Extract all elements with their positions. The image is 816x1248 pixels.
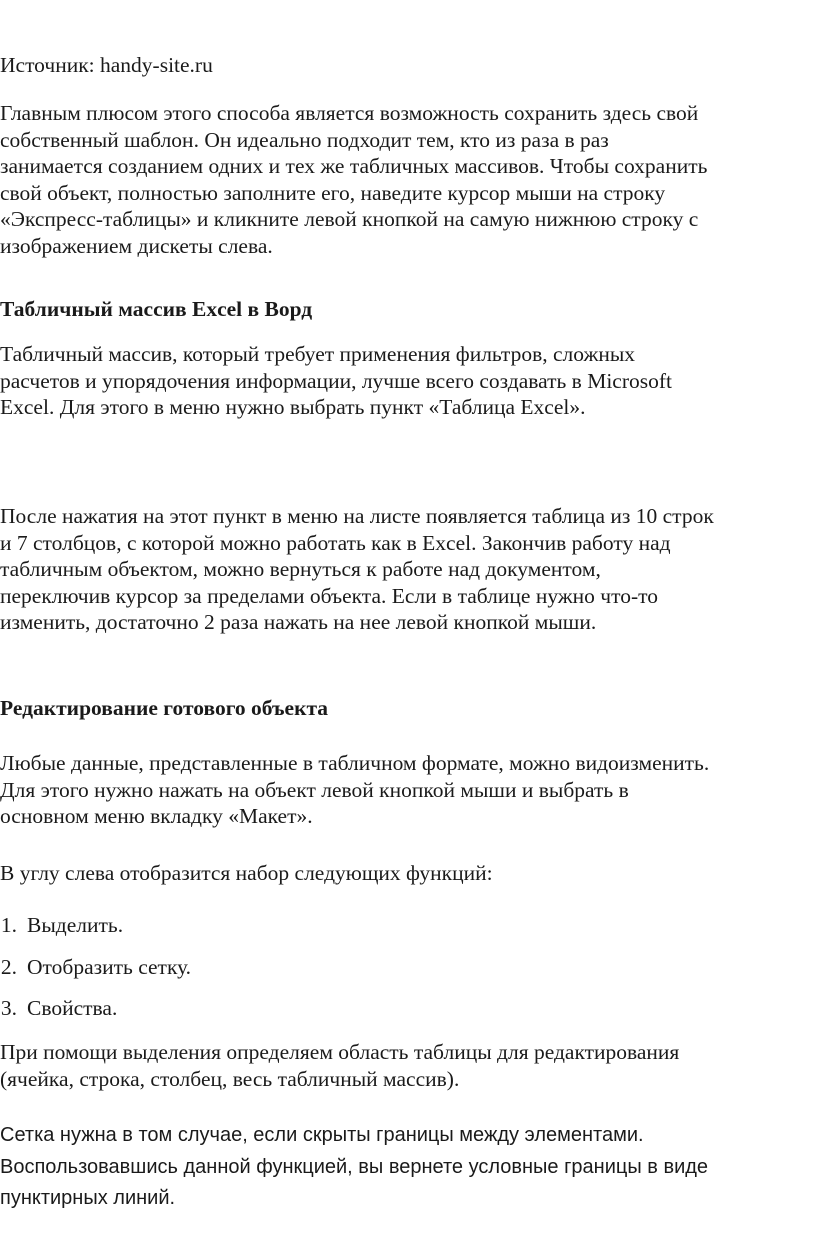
paragraph-5: В углу слева отобразится набор следующих функций: bbox=[0, 861, 493, 885]
text-line: Любые данные, представленные в табличном формате, можно видоизменить. bbox=[0, 751, 710, 775]
text-line: изображением дискеты слева. bbox=[0, 233, 273, 258]
text-line: Сетка нужна в том случае, если скрыты границы между элементами. bbox=[0, 1124, 644, 1146]
section-heading: Табличный массив Excel в Ворд bbox=[0, 297, 313, 321]
list-text: Свойства. bbox=[27, 996, 118, 1020]
text-line: Главным плюсом этого способа является возможность сохранить здесь свой bbox=[0, 101, 699, 125]
list-number: 1. bbox=[0, 913, 17, 937]
text-line: Excel. Для этого в меню нужно выбрать пункт «Таблица Excel». bbox=[0, 395, 586, 419]
list-item bbox=[0, 954, 816, 981]
text-line: табличным объектом, можно вернуться к работе над документом, bbox=[0, 557, 601, 581]
list-item bbox=[0, 912, 816, 939]
text-line: (ячейка, строка, столбец, весь табличный массив). bbox=[0, 1066, 460, 1091]
text-line: Для этого нужно нажать на объект левой кнопкой мыши и выбрать в bbox=[0, 777, 629, 802]
text-line: Воспользовавшись данной функцией, вы вернете условные границы в виде bbox=[0, 1155, 709, 1178]
section-heading: Редактирование готового объекта bbox=[0, 696, 329, 720]
paragraph-7 bbox=[0, 1120, 816, 1215]
source-line: Источник: handy-site.ru bbox=[0, 53, 213, 77]
text-line: основном меню вкладку «Макет». bbox=[0, 804, 313, 828]
list-text: Отобразить сетку. bbox=[27, 955, 192, 979]
text-line: «Экспресс-таблицы» и кликните левой кнопкой на самую нижнюю строку с bbox=[0, 207, 699, 231]
list-text: Выделить. bbox=[27, 913, 124, 937]
paragraph-2 bbox=[0, 341, 816, 421]
text-line: свой объект, полностью заполните его, наведите курсор мыши на строку bbox=[0, 180, 666, 205]
text-line: переключив курсор за пределами объекта. Если в таблице нужно что-то bbox=[0, 583, 658, 608]
text-line: изменить, достаточно 2 раза нажать на нее левой кнопкой мыши. bbox=[0, 610, 597, 634]
paragraph-4 bbox=[0, 750, 816, 830]
text-line: занимается созданием одних и тех же табличных массивов. Чтобы сохранить bbox=[0, 154, 708, 178]
text-line: расчетов и упорядочения информации, лучше всего создавать в Microsoft bbox=[0, 368, 673, 393]
text-line: пунктирных линий. bbox=[0, 1187, 176, 1209]
list-number: 3. bbox=[0, 996, 17, 1020]
paragraph-1 bbox=[0, 100, 816, 259]
text-line: собственный шаблон. Он идеально подходит тем, кто из раза в раз bbox=[0, 127, 609, 152]
paragraph-3 bbox=[0, 503, 816, 636]
text-line: После нажатия на этот пункт в меню на листе появляется таблица из 10 строк bbox=[0, 504, 714, 528]
list-item bbox=[0, 995, 816, 1022]
text-line: Табличный массив, который требует применения фильтров, сложных bbox=[0, 342, 636, 366]
text-line: и 7 столбцов, с которой можно работать как в Excel. Закончив работу над bbox=[0, 530, 671, 555]
paragraph-6 bbox=[0, 1039, 816, 1092]
list-number: 2. bbox=[0, 955, 17, 979]
text-line: При помощи выделения определяем область таблицы для редактирования bbox=[0, 1040, 680, 1064]
